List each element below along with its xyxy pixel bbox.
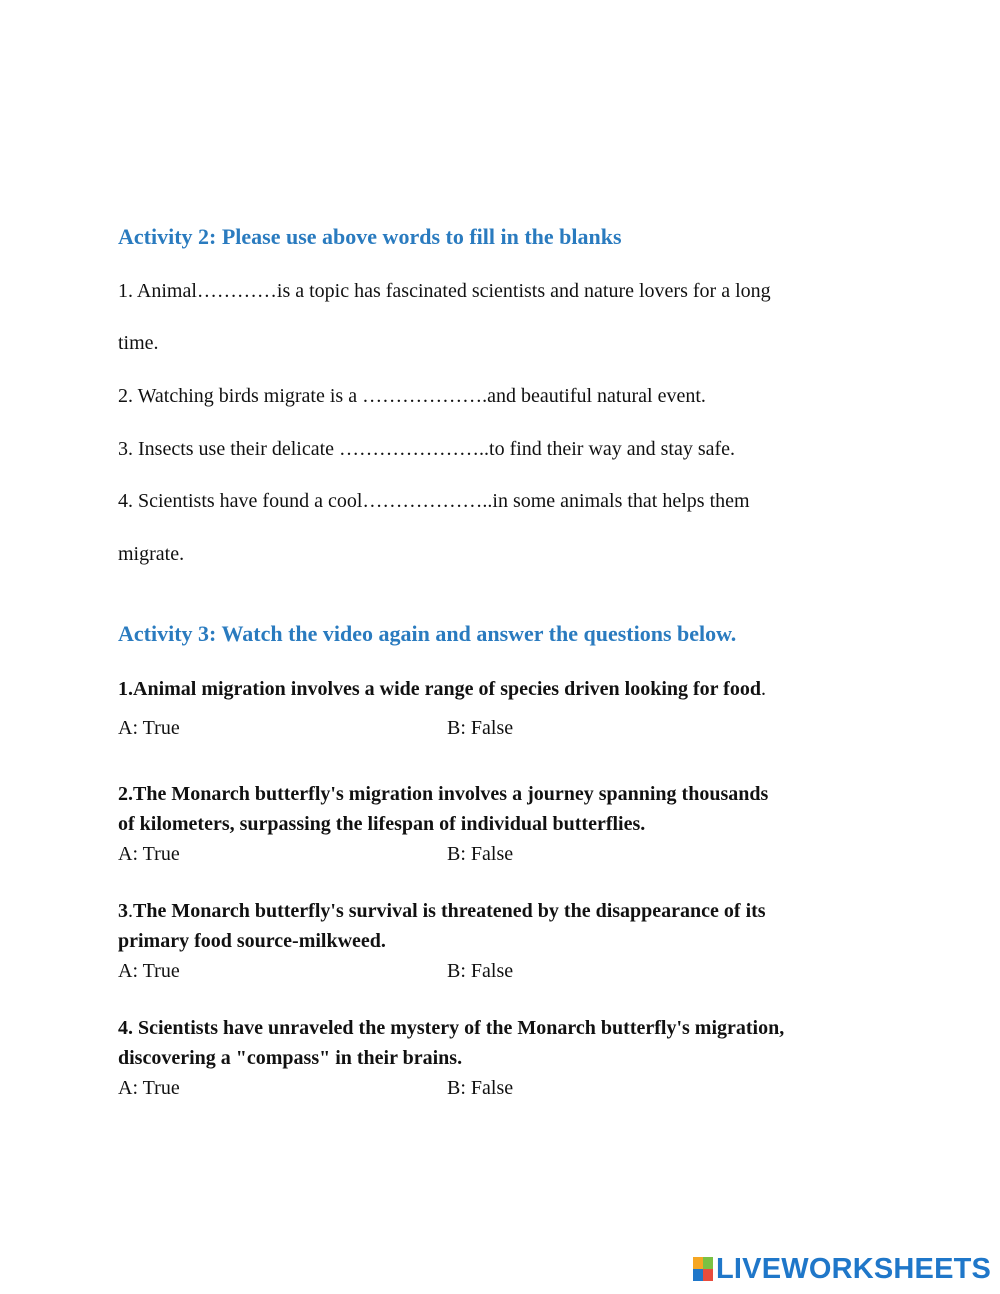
question-2-text-cont: of kilometers, surpassing the lifespan of individual butterflies. <box>118 813 646 835</box>
logo-block-orange <box>693 1257 703 1269</box>
question-4-option-b: B: False <box>447 1077 514 1099</box>
activity2-line4-cont: migrate. <box>118 543 185 565</box>
question-3-option-a: A: True <box>118 960 180 982</box>
question-1-text: 1.Animal migration involves a wide range of species driven looking for food <box>118 678 761 700</box>
logo-block-red <box>703 1269 713 1281</box>
question-3 <box>118 900 766 923</box>
activity2-line1-cont: time. <box>118 332 159 354</box>
logo-blocks-icon <box>693 1257 713 1281</box>
activity2-line3: 3. Insects use their delicate …………………..to find their way and stay safe. <box>118 438 736 460</box>
activity2-line4: 4. Scientists have found a cool………………..in some animals that helps them <box>118 490 750 512</box>
question-4-text-cont: discovering a "compass" in their brains. <box>118 1047 463 1069</box>
activity2-line1: 1. Animal…………is a topic has fascinated scientists and nature lovers for a long <box>118 280 771 302</box>
question-1 <box>118 678 766 701</box>
logo-block-green <box>703 1257 713 1269</box>
question-2-option-a: A: True <box>118 843 180 865</box>
question-3-separator: . <box>128 900 133 922</box>
question-4-text: 4. Scientists have unraveled the mystery of the Monarch butterfly's migration, <box>118 1017 785 1039</box>
question-3-option-b: B: False <box>447 960 514 982</box>
question-1-option-a: A: True <box>118 717 180 739</box>
question-3-text: The Monarch butterfly's survival is threatened by the disappearance of its <box>133 900 766 922</box>
question-4-option-a: A: True <box>118 1077 180 1099</box>
question-3-text-cont: primary food source-milkweed. <box>118 930 386 952</box>
question-1-option-b: B: False <box>447 717 514 739</box>
question-3-number: 3 <box>118 900 128 922</box>
question-2-text: 2.The Monarch butterfly's migration involves a journey spanning thousands <box>118 783 769 805</box>
liveworksheets-logo <box>693 1254 991 1284</box>
activity2-heading: Activity 2: Please use above words to fill in the blanks <box>118 224 622 249</box>
activity3-heading: Activity 3: Watch the video again and answer the questions below. <box>118 621 737 646</box>
question-2-option-b: B: False <box>447 843 514 865</box>
logo-text: LIVEWORKSHEETS <box>716 1253 992 1285</box>
activity2-line2: 2. Watching birds migrate is a ……………….and beautiful natural event. <box>118 385 706 407</box>
logo-block-blue <box>693 1269 703 1281</box>
question-1-period: . <box>760 678 766 700</box>
